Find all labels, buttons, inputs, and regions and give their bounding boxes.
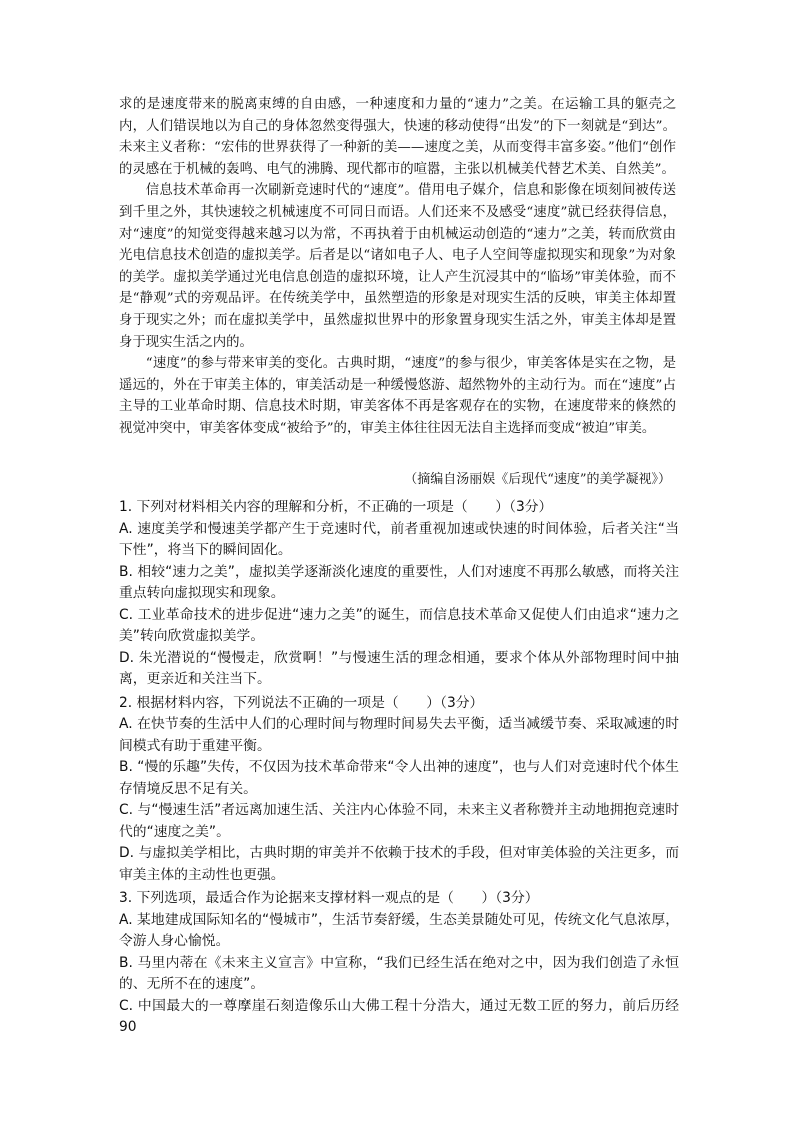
question-stem: 3. 下列选项，最适合作为论据来支撑材料一观点的是（ ）（3分） [119, 890, 539, 906]
question-item [119, 693, 679, 887]
question-option: C. 与“慢速生活”者远离加速生活、关注内心体验不同，未来主义者称赞并主动地拥抱竞速时代的“速度之美”。 [119, 802, 679, 840]
question-option: A. 在快节奏的生活中人们的心理时间与物理时间易失去平衡，适当减缓节奏、采取减速的时间模式有助于重建平衡。 [119, 716, 679, 754]
passage-source: （摘编自汤丽娱《后现代“速度”的美学凝视》） [404, 472, 671, 487]
reading-passage [119, 94, 676, 440]
question-option: C. 中国最大的一尊摩崖石刻造像乐山大佛工程十分浩大，通过无数工匠的努力，前后历经90 [119, 997, 679, 1035]
question-option: A. 速度美学和慢速美学都产生于竞速时代，前者重视加速或快速的时间体验，后者关注“当下性”，将当下的瞬间固化。 [119, 520, 679, 558]
question-option: B. “慢的乐趣”失传，不仅因为技术革命带来“令人出神的速度”，也与人们对竞速时代个体生存情境反思不足有关。 [119, 759, 679, 797]
question-item [119, 888, 679, 1039]
passage-paragraph: 信息技术革命再一次刷新竞速时代的“速度”。借用电子媒介，信息和影像在顷刻间被传送到千里之外，其快速较之机械速度不可同日而语。人们还来不及感受“速度”就已经获得信息，对“速度”的知觉变得越来越习以为常，不再执着于由机械运动创造的“速力”之美，转而欣赏由光电信息技术创造的虚拟美学。后者是以“诸如电子人、电子人空间等虚拟现实和现象”为对象的美学。虚拟美学通过光电信息创造的虚拟环境，让人产生沉浸其中的“临场”审美体验，而不是“静观”式的旁观品评。在传统美学中，虽然塑造的形象是对现实生活的反映，审美主体却置身于现实之外；而在虚拟美学中，虽然虚拟世界中的形象置身现实生活之外，审美主体却是置身于现实生活之内的。 [119, 183, 676, 350]
question-option: D. 与虚拟美学相比，古典时期的审美并不依赖于技术的手段，但对审美体验的关注更多，而审美主体的主动性也更强。 [119, 845, 679, 883]
question-option: D. 朱光潜说的“慢慢走，欣赏啊！”与慢速生活的理念相通，要求个体从外部物理时间中抽离，更亲近和关注当下。 [119, 649, 679, 687]
question-option: B. 相较“速力之美”，虚拟美学逐渐淡化速度的重要性，人们对速度不再那么敏感，而将关注重点转向虚拟现实和现象。 [119, 563, 679, 601]
question-option: C. 工业革命技术的进步促进“速力之美”的诞生，而信息技术革命又促使人们由追求“速力之美”转向欣赏虚拟美学。 [119, 606, 679, 644]
question-list [119, 497, 679, 1039]
question-item [119, 497, 679, 691]
passage-paragraph: 求的是速度带来的脱离束缚的自由感，一种速度和力量的“速力”之美。在运输工具的躯壳之内，人们错误地以为自己的身体忽然变得强大，快速的移动使得“出发”的下一刻就是“到达”。未来主义者称：“宏伟的世界获得了一种新的美——速度之美，从而变得丰富多姿。”他们“创作的灵感在于机械的轰鸣、电气的沸腾、现代都市的喧嚣，主张以机械美代替艺术美、自然美”。 [119, 97, 676, 177]
question-stem: 2. 根据材料内容，下列说法不正确的一项是（ ）（3分） [119, 694, 484, 711]
passage-paragraph: “速度”的参与带来审美的变化。古典时期，“速度”的参与很少，审美客体是实在之物，是遥远的，外在于审美主体的，审美活动是一种缓慢悠游、超然物外的主动行为。而在“速度”占主导的工业革命时期、信息技术时期，审美客体不再是客观存在的实物，在速度带来的倏然的视觉冲突中，审美客体变成“被给予”的，审美主体往往因无法自主选择而变成“被迫”审美。 [119, 356, 676, 436]
question-option: B. 马里内蒂在《未来主义宣言》中宣称，“我们已经生活在绝对之中，因为我们创造了永恒的、无所不在的速度”。 [119, 954, 679, 992]
question-stem: 1. 下列对材料相关内容的理解和分析，不正确的一项是（ ）（3分） [119, 499, 553, 515]
question-option: A. 某地建成国际知名的“慢城市”，生活节奏舒缓，生态美景随处可见，传统文化气息浓厚，令游人身心愉悦。 [119, 911, 679, 949]
